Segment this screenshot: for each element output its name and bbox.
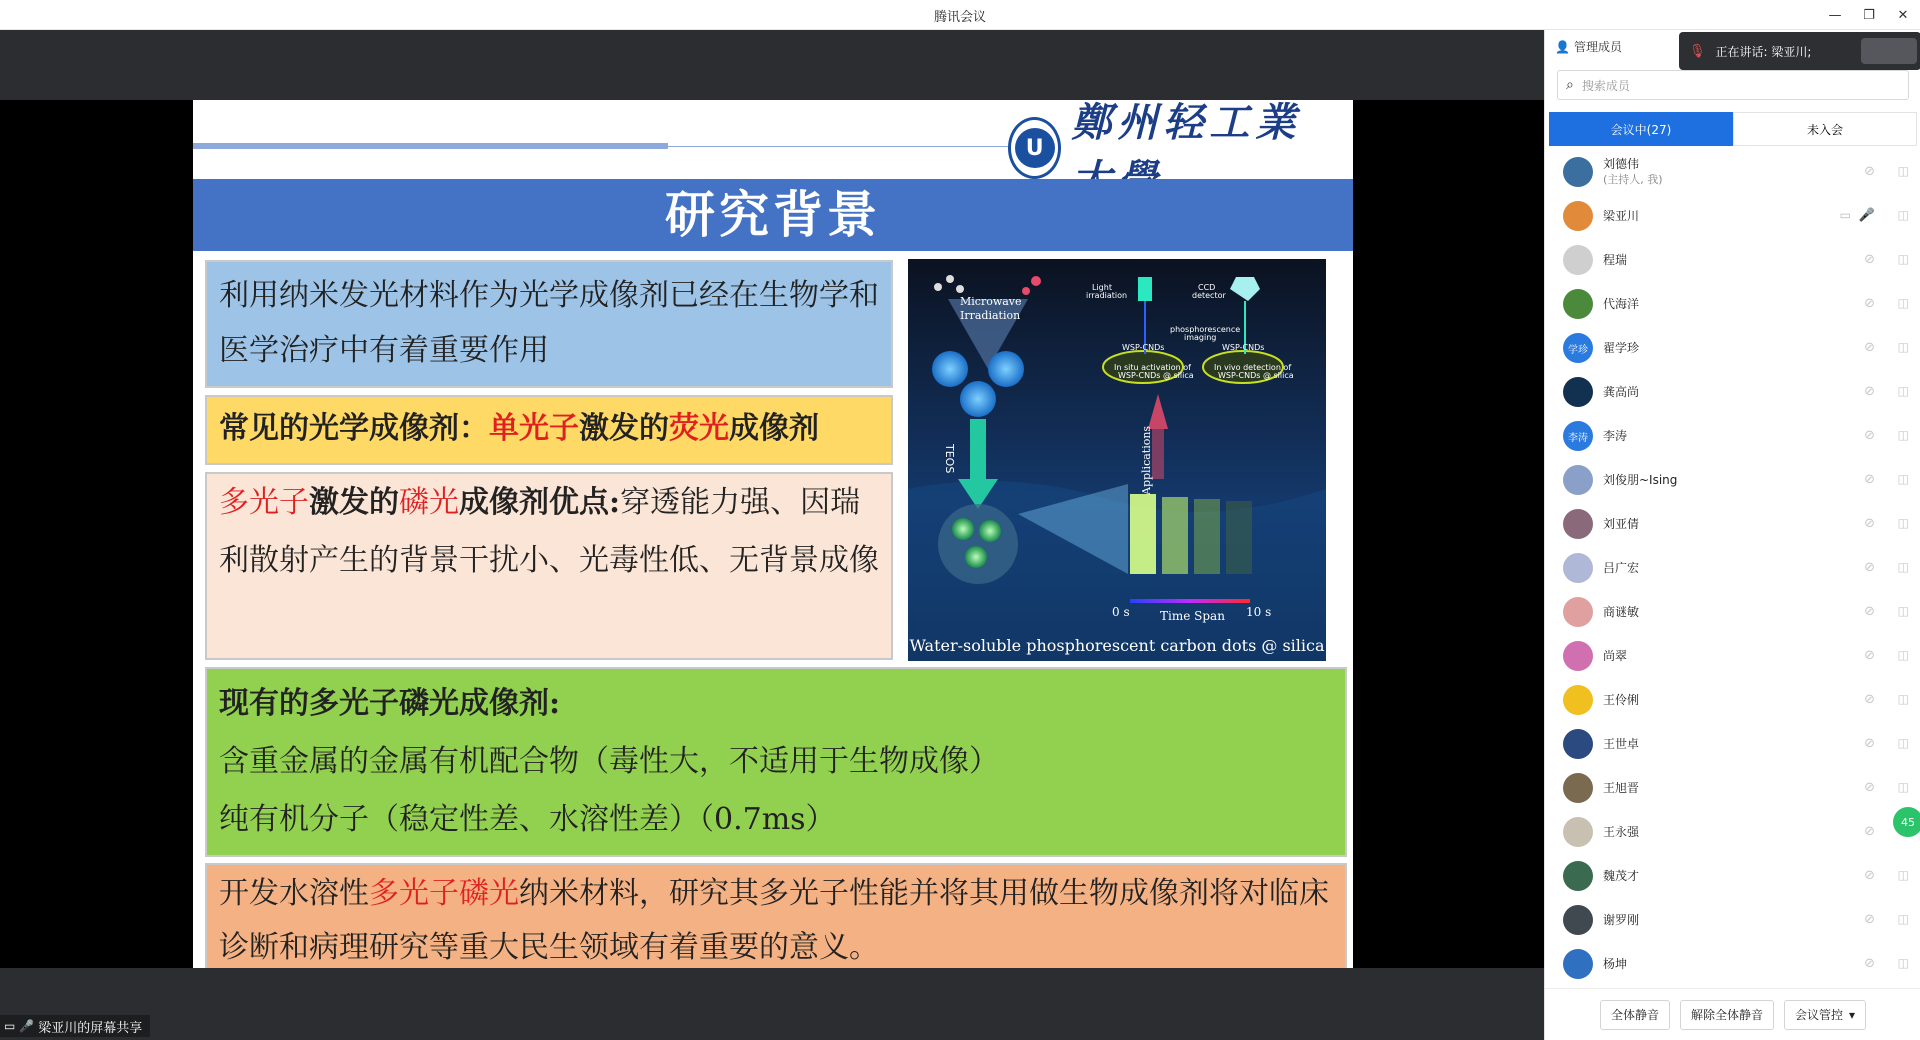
avatar: 李涛 (1563, 421, 1593, 451)
avatar (1563, 201, 1593, 231)
text-span: 开发水溶性 (219, 876, 369, 911)
search-placeholder: 搜索成员 (1581, 78, 1630, 93)
figure-label-microwave: Microwave (960, 295, 1022, 308)
figure-label-imaging: imaging (1184, 333, 1217, 342)
member-name: 刘亚倩 (1603, 516, 1640, 531)
existing-agents-line-2: 纯有机分子（稳定性差、水溶性差）（0.7ms） (219, 802, 836, 837)
figure-label-phosphorescence: phosphorescence (1170, 325, 1241, 334)
avatar (1563, 949, 1593, 979)
manage-members-label: 管理成员 (1573, 40, 1622, 54)
member-row[interactable] (1545, 458, 1920, 502)
slide-decor-line (193, 143, 668, 149)
speaking-indicator (1679, 32, 1920, 70)
figure-label-teos: TEOS (943, 444, 956, 474)
screen-share-tag (0, 1015, 150, 1037)
speaking-preview-thumbnail (1861, 38, 1917, 64)
figure-label-light-irradiation: irradiation (1086, 291, 1128, 300)
mic-muted-icon[interactable]: ⊘ (1864, 252, 1875, 267)
camera-off-icon[interactable]: ◫ (1897, 516, 1909, 530)
mute-all-button[interactable]: 全体静音 (1600, 1000, 1670, 1030)
camera-off-icon[interactable]: ◫ (1897, 208, 1909, 222)
mic-muted-icon[interactable]: ⊘ (1864, 428, 1875, 443)
avatar: 学珍 (1563, 333, 1593, 363)
member-name: 程瑞 (1603, 252, 1628, 267)
member-name: 梁亚川 (1603, 208, 1640, 223)
title-bar (0, 0, 1920, 30)
manage-members-title (1555, 38, 1622, 55)
member-name: 商谜敏 (1603, 604, 1640, 619)
camera-off-icon[interactable]: ◫ (1897, 648, 1909, 662)
member-row[interactable] (1545, 546, 1920, 590)
university-logo (1008, 100, 1344, 184)
mic-muted-icon[interactable]: ⊘ (1864, 736, 1875, 751)
member-name: 王永强 (1603, 824, 1640, 839)
text-span: 激发的 (309, 485, 399, 520)
member-name: 尚翠 (1603, 648, 1628, 663)
unmute-all-button[interactable]: 解除全体静音 (1680, 1000, 1774, 1030)
figure-label-invivo: In vivo detection of (1214, 363, 1292, 372)
window-title: 腾讯会议 (933, 10, 986, 25)
mic-muted-icon[interactable]: ⊘ (1864, 824, 1875, 839)
avatar (1563, 773, 1593, 803)
text-span: 常见的光学成像剂： (219, 411, 489, 446)
video-bottom-strip (0, 968, 1544, 1040)
member-name: 王旭晋 (1603, 780, 1640, 795)
avatar (1563, 685, 1593, 715)
shared-screen-area (0, 30, 1544, 1040)
text-span-highlight: 磷光 (399, 485, 459, 520)
mic-muted-icon[interactable]: ⊘ (1864, 912, 1875, 927)
avatar (1563, 905, 1593, 935)
figure-label-ccd: CCD (1198, 283, 1216, 292)
camera-off-icon[interactable]: ◫ (1897, 956, 1909, 970)
mic-on-icon: 🎤 (19, 1019, 35, 1033)
university-name-calligraphy: 鄭州轻工業 (1071, 100, 1302, 146)
close-button[interactable]: ✕ (1897, 7, 1909, 23)
member-row[interactable] (1545, 678, 1920, 722)
camera-off-icon[interactable]: ◫ (1897, 912, 1909, 926)
text-box-significance (205, 863, 1347, 968)
camera-off-icon[interactable]: ◫ (1897, 692, 1909, 706)
figure-label-time-span: Time Span (1160, 609, 1225, 623)
member-role: (主持人, 我) (1603, 173, 1663, 186)
member-row[interactable] (1545, 810, 1920, 854)
avatar (1563, 509, 1593, 539)
member-name: 翟学珍 (1603, 340, 1640, 355)
member-list (1545, 150, 1920, 988)
avatar (1563, 641, 1593, 671)
figure-label-wsp-left: WSP-CNDs (1122, 343, 1165, 352)
tab-not-joined[interactable]: 未入会 (1733, 112, 1917, 146)
camera-off-icon[interactable]: ◫ (1897, 384, 1909, 398)
research-figure (908, 259, 1326, 661)
member-name-block (1603, 737, 1639, 752)
screen-share-icon: ▭ (1839, 208, 1851, 222)
members-panel-footer (1545, 988, 1920, 1040)
camera-off-icon[interactable]: ◫ (1897, 780, 1909, 794)
member-name-block (1603, 649, 1627, 664)
figure-label-invivo-2: WSP-CNDs @ silica (1218, 371, 1294, 380)
existing-agents-heading: 现有的多光子磷光成像剂: (219, 686, 561, 721)
member-name-block (1603, 209, 1639, 224)
avatar (1563, 597, 1593, 627)
member-name: 刘俊朋~Ising (1603, 472, 1678, 487)
member-row[interactable] (1545, 590, 1920, 634)
mic-muted-icon[interactable]: ⊘ (1864, 516, 1875, 531)
member-row[interactable] (1545, 370, 1920, 414)
member-name: 龚高尚 (1603, 384, 1640, 399)
member-name: 王伶俐 (1603, 692, 1640, 707)
member-name: 吕广宏 (1603, 560, 1640, 575)
figure-label-10s: 10 s (1246, 605, 1272, 619)
mic-muted-icon[interactable]: ⊘ (1864, 956, 1875, 971)
maximize-button[interactable]: ❐ (1863, 7, 1875, 23)
person-icon: 👤 (1555, 39, 1570, 54)
figure-label-applications: Applications (1140, 425, 1153, 495)
avatar (1563, 377, 1593, 407)
member-row[interactable] (1545, 194, 1920, 238)
camera-off-icon[interactable]: ◫ (1897, 604, 1909, 618)
text-span-highlight: 多光子 (219, 485, 309, 520)
mic-muted-icon[interactable]: ⊘ (1864, 384, 1875, 399)
meeting-control-label: 会议管控 (1794, 1008, 1843, 1022)
avatar (1563, 157, 1593, 187)
existing-agents-line-1: 含重金属的金属有机配合物（毒性大，不适用于生物成像） (219, 744, 999, 779)
members-panel (1544, 30, 1920, 1040)
mic-muted-icon[interactable]: ⊘ (1864, 868, 1875, 883)
camera-off-icon[interactable]: ◫ (1897, 560, 1909, 574)
screen-share-icon: ▭ (4, 1019, 16, 1033)
avatar (1563, 245, 1593, 275)
member-name-block (1603, 385, 1639, 400)
member-name: 王世卓 (1603, 736, 1640, 751)
text-span-highlight: 荧光 (669, 411, 729, 446)
text-span-highlight: 多光子磷光 (369, 876, 519, 911)
mic-muted-icon[interactable]: ⊘ (1864, 604, 1875, 619)
member-name: 谢罗刚 (1603, 912, 1640, 927)
member-name-block (1603, 869, 1639, 884)
mic-muted-icon: 🎙 (1689, 43, 1706, 59)
speaking-text: 正在讲话: 梁亚川; (1715, 44, 1812, 59)
member-name-block (1603, 957, 1627, 972)
slide-decor-line-thin (668, 146, 1008, 147)
figure-label-detector: detector (1192, 291, 1226, 300)
member-name: 杨坤 (1603, 956, 1628, 971)
text-box-existing-agents (205, 667, 1347, 857)
member-name-block (1603, 253, 1627, 268)
meeting-control-button[interactable] (1784, 1000, 1866, 1030)
avatar (1563, 465, 1593, 495)
camera-off-icon[interactable]: ◫ (1897, 252, 1909, 266)
member-name-block (1603, 781, 1639, 796)
member-row[interactable] (1545, 502, 1920, 546)
member-row[interactable] (1545, 282, 1920, 326)
text-span: 穿透能力强、因瑞利散射产生的背景干扰小、光毒性低、无背景成像 (219, 485, 879, 578)
member-name: 魏茂才 (1603, 868, 1640, 883)
figure-label-insitu-2: WSP-CNDs @ silica (1118, 371, 1194, 380)
mic-muted-icon[interactable]: ⊘ (1864, 648, 1875, 663)
text-span: 激发的 (579, 411, 669, 446)
presentation-slide (193, 100, 1353, 968)
member-name-block (1603, 297, 1639, 312)
camera-off-icon[interactable]: ◫ (1897, 868, 1909, 882)
text-box-intro: 利用纳米发光材料作为光学成像剂已经在生物学和医学治疗中有着重要作用 (205, 260, 893, 388)
figure-label-light: Light (1092, 283, 1112, 292)
camera-off-icon[interactable]: ◫ (1897, 164, 1909, 178)
figure-label-wsp-right: WSP-CNDs (1222, 343, 1265, 352)
tab-in-meeting[interactable]: 会议中(27) (1549, 112, 1733, 146)
figure-label-0s: 0 s (1112, 605, 1130, 619)
search-icon: ⌕ (1566, 77, 1574, 93)
avatar (1563, 289, 1593, 319)
member-name-block (1603, 693, 1639, 708)
camera-off-icon[interactable]: ◫ (1897, 296, 1909, 310)
university-seal-icon: U (1008, 117, 1061, 179)
member-name-block (1603, 825, 1639, 840)
mic-muted-icon[interactable]: ⊘ (1864, 164, 1875, 179)
member-tabs (1549, 112, 1917, 146)
mic-muted-icon[interactable]: ⊘ (1864, 296, 1875, 311)
camera-off-icon[interactable]: ◫ (1897, 428, 1909, 442)
screen-share-label: 梁亚川的屏幕共享 (38, 1020, 143, 1036)
window-controls (1818, 0, 1920, 30)
text-span: 纳米材料，研究其多光子性能并将其用做生物成像剂将对临床诊断和病理研究等重大民生领域有着重要的意义。 (219, 876, 1329, 965)
member-name-block (1603, 157, 1663, 187)
mic-muted-icon[interactable]: ⊘ (1864, 560, 1875, 575)
chevron-down-icon: ▾ (1849, 1007, 1856, 1022)
member-row[interactable] (1545, 414, 1920, 458)
member-name: 李涛 (1603, 428, 1628, 443)
camera-off-icon[interactable]: ◫ (1897, 736, 1909, 750)
member-row[interactable] (1545, 722, 1920, 766)
member-row[interactable] (1545, 854, 1920, 898)
member-name-block (1603, 517, 1639, 532)
member-row[interactable] (1545, 942, 1920, 986)
mic-muted-icon[interactable]: ⊘ (1864, 472, 1875, 487)
member-name-block (1603, 341, 1639, 356)
member-row[interactable] (1545, 766, 1920, 810)
member-search-input[interactable] (1557, 70, 1909, 100)
member-row[interactable] (1545, 634, 1920, 678)
text-box-advantages (205, 472, 893, 660)
text-span-highlight: 单光子 (489, 411, 579, 446)
member-name-block (1603, 605, 1639, 620)
member-name: 刘德伟 (1603, 157, 1640, 171)
slide-title: 研究背景 (665, 185, 881, 244)
member-name-block (1603, 473, 1677, 488)
member-name: 代海洋 (1603, 296, 1640, 311)
member-row[interactable] (1545, 326, 1920, 370)
mic-muted-icon[interactable]: ⊘ (1864, 340, 1875, 355)
avatar (1563, 861, 1593, 891)
figure-label-irradiation: Irradiation (960, 309, 1021, 322)
video-top-strip (0, 30, 1544, 100)
figure-label-insitu: In situ activation of (1114, 363, 1191, 372)
mic-on-icon[interactable]: 🎤 (1858, 208, 1875, 223)
avatar (1563, 729, 1593, 759)
member-row[interactable] (1545, 898, 1920, 942)
minimize-button[interactable]: — (1828, 7, 1842, 23)
member-name-block (1603, 561, 1639, 576)
member-name-block (1603, 429, 1627, 444)
member-name-block (1603, 913, 1639, 928)
camera-off-icon[interactable]: ◫ (1897, 472, 1909, 486)
figure-caption: Water-soluble phosphorescent carbon dots @ silica (909, 636, 1325, 655)
text-span: 成像剂 (729, 411, 819, 446)
member-row[interactable] (1545, 238, 1920, 282)
mic-muted-icon[interactable]: ⊘ (1864, 780, 1875, 795)
text-span: 成像剂优点: (459, 485, 621, 520)
avatar (1563, 553, 1593, 583)
camera-off-icon[interactable]: ◫ (1897, 340, 1909, 354)
mic-muted-icon[interactable]: ⊘ (1864, 692, 1875, 707)
avatar (1563, 817, 1593, 847)
text-box-common-agents (205, 395, 893, 465)
member-row[interactable] (1545, 150, 1920, 194)
floating-count-badge[interactable]: 45 (1890, 804, 1920, 840)
